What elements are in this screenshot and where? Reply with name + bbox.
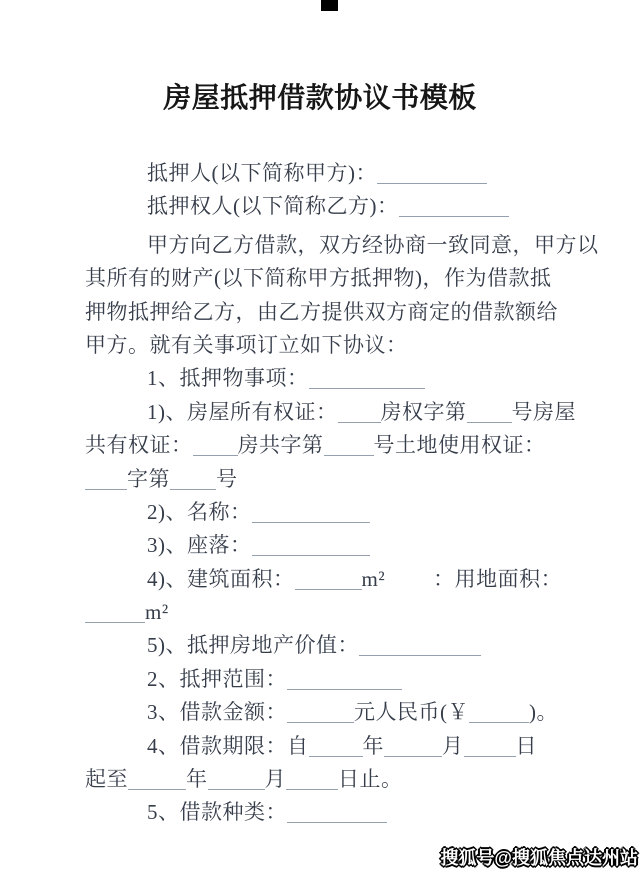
blank-field <box>295 569 362 590</box>
line-text: 日止。 <box>338 767 403 792</box>
line-text: 4)、建筑面积： <box>147 566 295 591</box>
document-line <box>85 296 557 329</box>
document-line <box>85 730 557 763</box>
line-text: 抵押人(以下简称甲方)： <box>147 161 377 185</box>
blank-field <box>85 469 127 490</box>
line-text: 1)、房屋所有权证： <box>147 399 338 424</box>
blank-field <box>287 802 387 823</box>
line-text: 字第 <box>127 466 170 491</box>
line-text: 房共字第 <box>237 433 324 458</box>
blank-field <box>252 535 370 556</box>
document-line <box>85 629 557 662</box>
blank-field <box>469 702 529 723</box>
watermark-sohu: 搜狐号@搜狐焦点达州站 <box>440 848 638 868</box>
document-line <box>85 596 557 629</box>
document-line <box>85 563 563 596</box>
spacer <box>385 585 433 586</box>
blank-field <box>399 196 509 217</box>
document-line <box>85 429 557 462</box>
document-line <box>85 763 557 796</box>
document-title: 房屋抵押借款协议书模板 <box>163 82 477 113</box>
blank-field <box>252 502 370 523</box>
line-text: 5、借款种类： <box>147 800 287 825</box>
line-text: 3、借款金额： <box>147 700 287 725</box>
line-text: 号 <box>216 466 238 491</box>
line-text: 1、抵押物事项： <box>147 366 309 391</box>
line-text: 5)、抵押房地产价值： <box>147 633 359 658</box>
blank-field <box>287 669 402 690</box>
document-line <box>85 463 557 496</box>
blank-field <box>464 736 516 757</box>
line-text: 押物抵押给乙方，由乙方提供双方商定的借款额给 <box>85 299 558 324</box>
document-line <box>85 329 557 362</box>
blank-field <box>338 402 381 423</box>
document-line <box>85 262 557 295</box>
blank-field <box>128 769 186 790</box>
document-line <box>85 696 557 729</box>
document-line <box>85 796 557 829</box>
document-line <box>85 229 599 262</box>
line-text: 2)、名称： <box>147 499 252 524</box>
line-text: m² <box>361 566 386 591</box>
blank-field <box>359 635 481 656</box>
blank-field <box>85 602 145 623</box>
line-text: 甲方。就有关事项订立如下协议： <box>85 332 408 357</box>
blank-field <box>193 435 238 456</box>
line-text: ：用地面积： <box>433 566 563 591</box>
line-text: 其所有的财产(以下简称甲方抵押物)，作为借款抵 <box>85 266 552 291</box>
line-text: 月 <box>264 767 286 792</box>
line-text: 元人民币(￥ <box>354 700 469 725</box>
document-body <box>85 157 599 830</box>
line-text: 号房屋 <box>511 399 576 424</box>
line-text: )。 <box>529 700 558 725</box>
line-text: 抵押权人(以下简称乙方)： <box>147 194 399 219</box>
blank-field <box>324 435 374 456</box>
document-line <box>85 157 557 190</box>
line-text: 甲方向乙方借款，双方经协商一致同意，甲方以 <box>147 232 599 257</box>
blank-field <box>287 702 354 723</box>
blank-field <box>384 736 442 757</box>
document-line <box>85 496 557 529</box>
line-text: 年 <box>362 733 384 758</box>
document-line <box>85 663 557 696</box>
line-text: 房权字第 <box>380 399 467 424</box>
top-notch <box>321 0 338 11</box>
line-text: 日 <box>515 733 537 758</box>
line-text: 共有权证： <box>85 433 193 458</box>
document-line <box>85 529 557 562</box>
blank-field <box>467 402 512 423</box>
blank-field <box>208 769 265 790</box>
blank-field <box>286 769 338 790</box>
document-line <box>85 362 557 395</box>
blank-field <box>377 163 487 184</box>
blank-field <box>309 736 363 757</box>
line-text: 月 <box>442 733 464 758</box>
blank-field <box>309 368 425 389</box>
line-text: m² <box>145 600 169 625</box>
document-line <box>85 190 557 223</box>
line-text: 4、借款期限：自 <box>147 733 309 758</box>
line-text: 起至 <box>85 767 128 792</box>
line-text: 2、抵押范围： <box>147 666 287 691</box>
line-text: 3)、座落： <box>147 533 252 558</box>
line-text: 年 <box>186 767 208 792</box>
document-line <box>85 396 576 429</box>
blank-field <box>170 469 216 490</box>
line-text: 号土地使用权证： <box>373 433 546 458</box>
